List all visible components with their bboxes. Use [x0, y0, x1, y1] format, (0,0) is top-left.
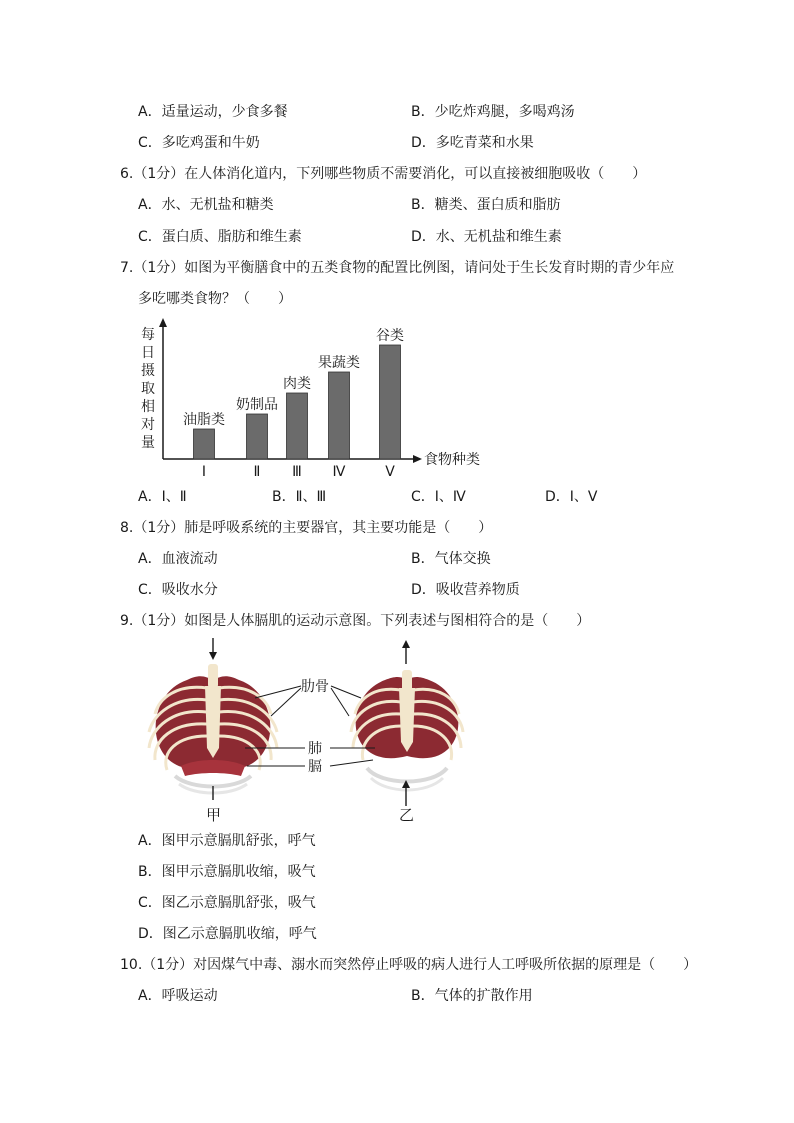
bar-label-5: 谷类 — [376, 328, 404, 344]
food-ratio-bar-chart — [130, 316, 500, 480]
x-tick-label-3: Ⅲ — [292, 464, 302, 480]
label-yi: 乙 — [399, 806, 415, 824]
q10-option-a: A．呼吸运动 — [138, 988, 218, 1004]
ribcage-yi — [351, 670, 463, 790]
bar-label-1: 油脂类 — [183, 412, 225, 428]
q9-option-a: A．图甲示意膈肌舒张，呼气 — [138, 833, 316, 849]
chart-ylabel-char: 对 — [141, 417, 155, 433]
q9-stem: 9.（1分）如图是人体膈肌的运动示意图。下列表述与图相符合的是（ ） — [120, 613, 591, 629]
chart-ylabel-char: 每 — [141, 327, 155, 343]
bar-2 — [247, 414, 268, 459]
q9-option-c: C．图乙示意膈肌舒张，吸气 — [138, 895, 316, 911]
q7-option-c: C．Ⅰ、Ⅳ — [411, 489, 466, 505]
bar-3 — [287, 393, 308, 459]
q10-stem: 10.（1分）对因煤气中毒、溺水而突然停止呼吸的病人进行人工呼吸所依据的原理是（ ） — [120, 957, 698, 973]
q8-option-a: A．血液流动 — [138, 551, 218, 567]
bar-label-4: 果蔬类 — [318, 355, 360, 371]
bar-5 — [380, 345, 401, 459]
bar-label-3: 肉类 — [283, 376, 311, 392]
y-axis-arrow — [159, 318, 167, 327]
chart-ylabel-char: 日 — [141, 345, 155, 361]
label-lung: 肺 — [308, 741, 322, 757]
q8-option-b: B．气体交换 — [411, 551, 491, 567]
chart-xlabel: 食物种类 — [424, 452, 480, 468]
bar-1 — [194, 429, 215, 459]
bar-label-2: 奶制品 — [236, 397, 278, 413]
q6-option-b: B．糖类、蛋白质和脂肪 — [411, 197, 561, 213]
chart-ylabel-char: 摄 — [141, 363, 155, 379]
label-diaphragm: 膈 — [308, 759, 322, 775]
q8-option-c: C．吸收水分 — [138, 582, 218, 598]
bar-4 — [329, 372, 350, 459]
chart-bars — [183, 327, 404, 480]
q7-stem-line1: 7.（1分）如图为平衡膳食中的五类食物的配置比例图，请问处于生长发育时期的青少年应 — [120, 260, 675, 276]
q7-stem-line2: 多吃哪类食物？（ ） — [138, 291, 292, 307]
q6-stem: 6.（1分）在人体消化道内，下列哪些物质不需要消化，可以直接被细胞吸收（ ） — [120, 166, 647, 182]
chart-ylabel-char: 量 — [141, 435, 155, 451]
q8-option-d: D．吸收营养物质 — [411, 582, 520, 598]
q8-stem: 8.（1分）肺是呼吸系统的主要器官，其主要功能是（ ） — [120, 520, 493, 536]
q5-option-d: D．多吃青菜和水果 — [411, 135, 534, 151]
x-tick-label-2: Ⅱ — [253, 464, 261, 480]
q9-option-d: D．图乙示意膈肌收缩，呼气 — [138, 926, 317, 942]
q7-option-b: B．Ⅱ、Ⅲ — [272, 489, 327, 505]
chart-ylabel-char: 相 — [141, 399, 155, 415]
q7-option-d: D．Ⅰ、Ⅴ — [545, 489, 598, 505]
q5-option-b: B．少吃炸鸡腿，多喝鸡汤 — [411, 104, 575, 120]
x-tick-label-5: Ⅴ — [385, 464, 395, 480]
diaphragm-diagram — [135, 636, 485, 828]
q9-option-b: B．图甲示意膈肌收缩，吸气 — [138, 864, 316, 880]
q6-option-a: A．水、无机盐和糖类 — [138, 197, 274, 213]
q5-option-c: C．多吃鸡蛋和牛奶 — [138, 135, 260, 151]
q6-option-d: D．水、无机盐和维生素 — [411, 229, 562, 245]
label-jia: 甲 — [206, 806, 222, 824]
chart-ylabel-char: 取 — [141, 381, 155, 397]
x-axis-arrow — [413, 455, 422, 463]
q5-option-a: A．适量运动，少食多餐 — [138, 104, 288, 120]
q7-option-a: A．Ⅰ、Ⅱ — [138, 489, 187, 505]
x-tick-label-4: Ⅳ — [332, 464, 346, 480]
x-tick-label-1: Ⅰ — [201, 464, 207, 480]
ribcage-jia — [149, 664, 277, 793]
q10-option-b: B．气体的扩散作用 — [411, 988, 533, 1004]
label-ribs: 肋骨 — [301, 679, 329, 695]
q6-option-c: C．蛋白质、脂肪和维生素 — [138, 229, 302, 245]
